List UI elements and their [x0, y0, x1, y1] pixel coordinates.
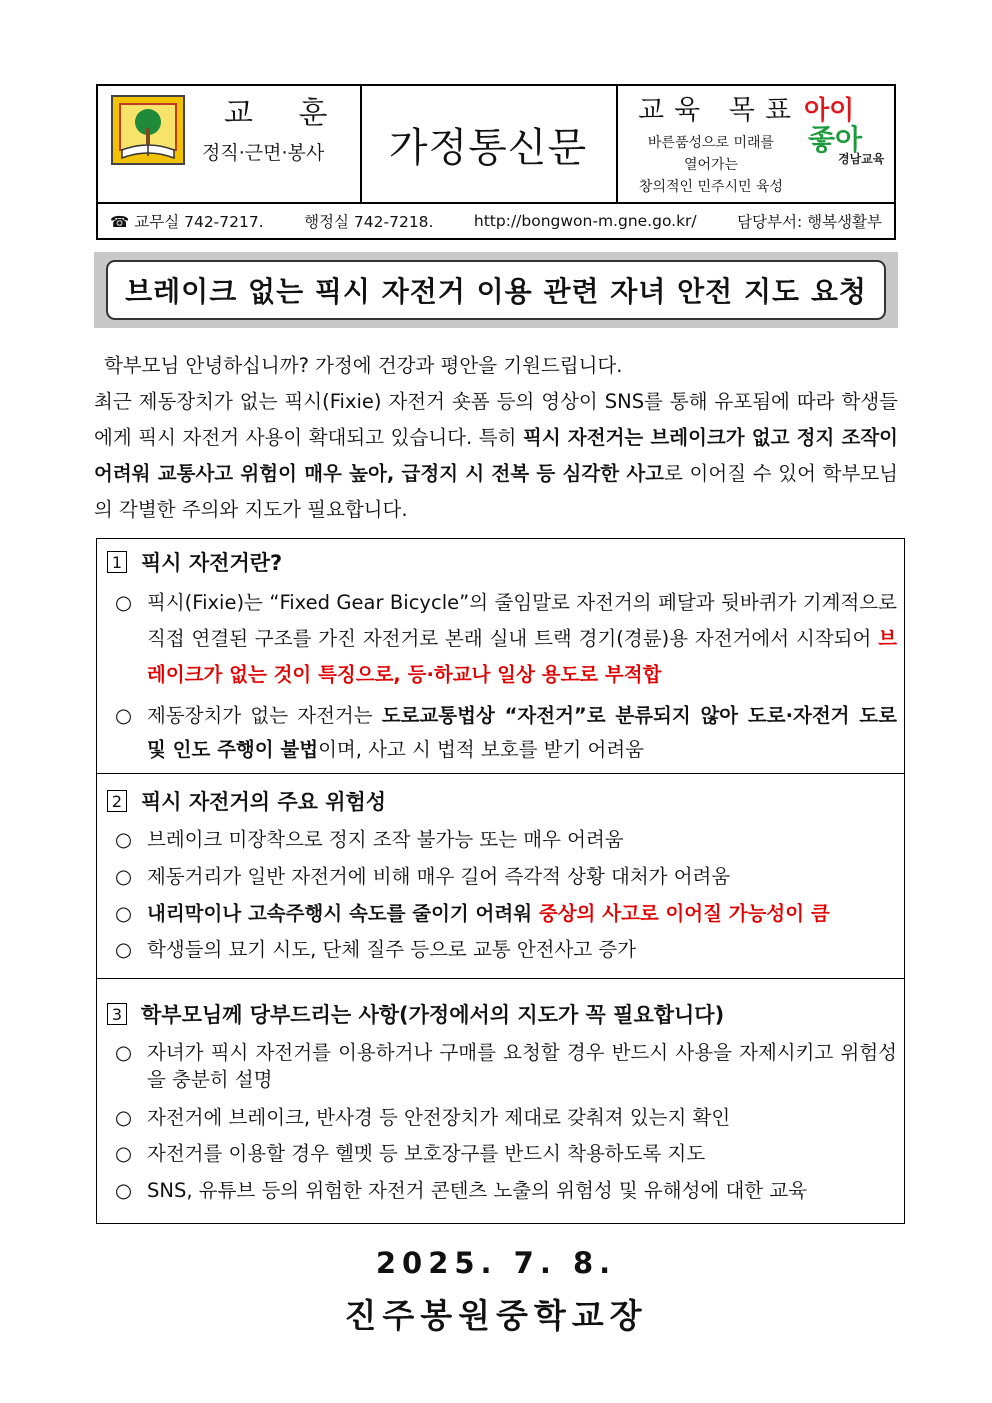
admin-contact: 행정실 742-7218. — [304, 213, 434, 231]
issue-date: 2025. 7. 8. — [375, 1246, 617, 1280]
goal-title: 교육 목표 — [638, 95, 801, 126]
section-2: 2 픽시 자전거의 주요 위험성 ○ 브레이크 미장착으로 정지 조작 불가능 또는 매우 어려움 ○ 제동거리가 일반 자전거에 비해 매우 길어 즉각적 상황 대처가 어려움 ○ 내리막이나 고속주행시 속도를 줄이기 어려워 중상의 사고로 이어질 가능성이 큼 ○ 학생들의 묘기 시도, 단체 질주 등으로 교통 안전사고 증가 — [97, 773, 904, 978]
bullet-icon: ○ — [115, 1142, 133, 1165]
gyeongnam-education-logo — [798, 90, 890, 168]
bullet-icon: ○ — [115, 1179, 133, 1202]
section-2-title: 2 픽시 자전거의 주요 위험성 — [107, 786, 386, 816]
newsletter-title: 가정통신문 — [360, 86, 618, 202]
office-contact: ☎ 교무실 742-7217. — [110, 213, 264, 231]
website-link[interactable]: http://bongwon-m.gne.go.kr/ — [473, 212, 697, 230]
school-motto-cell — [98, 86, 362, 202]
bullet-icon: ○ — [115, 704, 133, 727]
motto-text: 정직·근면·봉사 — [202, 142, 325, 164]
edu-logo-caption: 경남교육 — [838, 152, 885, 166]
section-3: 3 학부모님께 당부드리는 사항(가정에서의 지도가 꼭 필요합니다) ○ 자녀가 픽시 자전거를 이용하거나 구매를 요청할 경우 반드시 사용을 자제시키고 위험성을 충분히 설명 ○ 자전거에 브레이크, 반사경 등 안전장치가 제대로 갖춰져 있는지 확인 ○ 자전거를 이용할 경우 헬멧 등 보호장구를 반드시 착용하도록 지도 ○ SNS, 유튜브 등의 위험한 자전거 콘텐츠 노출의 위험성 및 유해성에 대한 교육 — [97, 978, 904, 1223]
phone-icon: ☎ — [110, 213, 130, 231]
school-emblem-icon — [110, 94, 186, 166]
header-top-row — [98, 86, 894, 204]
bullet-icon: ○ — [115, 828, 133, 851]
bullet-icon: ○ — [115, 902, 133, 925]
bullet-icon: ○ — [115, 938, 133, 961]
intro-paragraph: 최근 제동장치가 없는 픽시(Fixie) 자전거 숏폼 등의 영상이 SNS를 통해 유포됨에 따라 학생들에게 픽시 자전거 사용이 확대되고 있습니다. 특히 픽시 자전거는 브레이크가 없고 정지 조작이 어려워 교통사고 위험이 매우 높아, 급정지 시 전복 등 심각한 사고로 이어질 수 있어 학부모님의 각별한 주의와 지도가 필요합니다. — [94, 390, 898, 521]
section-1-title: 1 픽시 자전거란? — [107, 547, 282, 577]
goal-text: 바른품성으로 미래를 열어가는 창의적인 민주시민 육성 — [638, 135, 784, 195]
edu-logo-bottom: 좋아 — [808, 123, 863, 156]
section-1: 1 픽시 자전거란? ○ 픽시(Fixie)는 “Fixed Gear Bicycle”의 줄임말로 자전거의 페달과 뒷바퀴가 기계적으로 직접 연결된 구조를 가진 자전거로 본래 실내 트랙 경기(경륜)용 자전거에서 시작되어 브레이크가 없는 것이 특징으로, 등·하교나 일상 용도로 부적합 ○ 제동장치가 없는 자전거는 도로교통법상 “자전거”로 분류되지 않아 도로·자전거 도로 및 인도 주행이 불법이며, 사고 시 법적 보호를 받기 어려움 — [97, 539, 904, 773]
department: 담당부서: 행복생활부 — [737, 213, 882, 231]
bullet-icon: ○ — [115, 1041, 133, 1064]
principal-signature: 진주봉원중학교장 — [344, 1296, 648, 1335]
sections-box — [96, 538, 905, 1224]
bullet-icon: ○ — [115, 591, 133, 614]
intro-text — [94, 348, 898, 528]
edu-logo-top: 아이 — [804, 96, 855, 126]
title-banner — [94, 252, 898, 328]
document-title: 브레이크 없는 픽시 자전거 이용 관련 자녀 안전 지도 요청 — [106, 260, 886, 320]
motto-title: 교 훈 — [224, 96, 346, 131]
bullet-icon: ○ — [115, 1106, 133, 1129]
greeting: 학부모님 안녕하십니까? 가정에 건강과 평안을 기원드립니다. — [104, 354, 623, 377]
bullet-icon: ○ — [115, 865, 133, 888]
contact-row — [98, 202, 894, 240]
education-goal-cell — [618, 86, 894, 202]
header-table — [96, 84, 896, 240]
section-3-title: 3 학부모님께 당부드리는 사항(가정에서의 지도가 꼭 필요합니다) — [107, 999, 724, 1029]
